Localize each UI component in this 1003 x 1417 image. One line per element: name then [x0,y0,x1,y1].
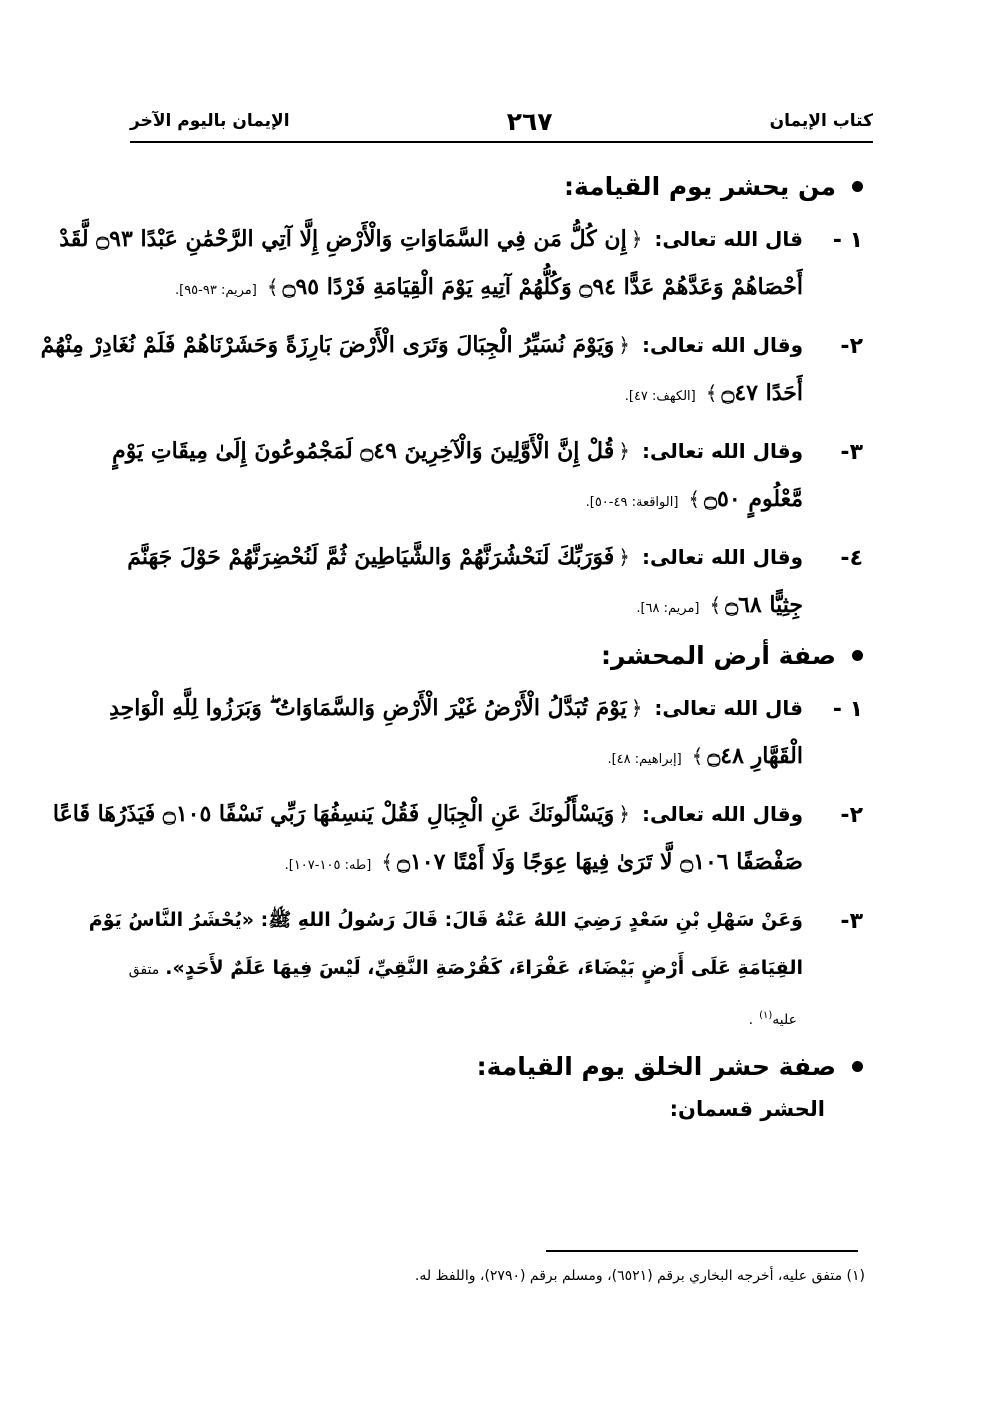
quran-verse: أَحَدًا ۝٤٧ [721,380,803,406]
verse-reference: [الكهف: ٤٧]. [624,389,696,404]
item-body [53,790,803,886]
quran-open-bracket-icon: ﴿ [618,439,630,463]
quran-verse: وَيَوْمَ نُسَيِّرُ الْجِبَالَ وَتَرَى الْأَرْضَ بَارِزَةً وَحَشَرْنَاهُمْ فَلَمْ نُغَادِرْ مِنْهُمْ [40,332,615,358]
section-heading-text: صفة حشر الخلق يوم القيامة: [476,1052,836,1081]
quran-verse: صَفْصَفًا ۝١٠٦ لَّا تَرَىٰ فِيهَا عِوَجًا وَلَا أَمْتًا ۝١٠٧ [397,849,803,875]
item-number: ٣- [840,440,863,465]
chapter-title: الإيمان باليوم الآخر [130,111,290,131]
item-number: ١ - [832,697,863,722]
section-heading [130,172,863,201]
quran-open-bracket-icon: ﴿ [630,696,643,720]
item-body [127,533,803,629]
numbered-item [40,321,863,417]
verse-reference: [الواقعة: ٤٩-٥٠]. [585,495,679,510]
quran-verse: جِثِيًّا ۝٦٨ [725,592,803,618]
bullet-icon [852,181,863,192]
page-number: ٢٦٧ [506,106,553,136]
bullet-icon [852,650,863,661]
numbered-item [88,896,863,1040]
item-body [41,321,803,417]
quran-verse: الْقَهَّارِ ۝٤٨ [707,743,803,769]
text-line [112,475,803,523]
header-rule [130,141,873,143]
running-header [130,104,873,138]
section-heading [130,1052,863,1081]
numbered-item [127,533,863,629]
item-intro: وقال الله تعالى: [641,333,803,357]
quran-close-bracket-icon: ﴾ [691,744,704,768]
numbered-item [112,427,863,523]
hadith-text: القِيَامَةِ عَلَى أَرْضٍ بَيْضَاءَ، عَفْرَاءَ، كَقُرْصَةِ النَّقِيِّ، لَيْسَ فِيهَا عَلَمٌ لأَحَدٍ». [165,957,803,979]
quran-verse: قُلْ إِنَّ الْأَوَّلِينَ وَالْآخِرِينَ ۝٤٩ لَمَجْمُوعُونَ إِلَىٰ مِيقَاتِ يَوْمٍ [112,438,615,464]
footnote-rule [546,1250,858,1252]
numbered-item [59,215,863,311]
item-intro: وقال الله تعالى: [641,545,803,569]
footnote: (١) متفق عليه، أخرجه البخاري برقم (٦٥٢١)، ومسلم برقم (٢٧٩٠)، واللفظ له. [414,1268,865,1284]
text-line [53,790,803,838]
item-body [89,896,803,1040]
text-line [89,992,803,1040]
quran-open-bracket-icon: ﴿ [618,802,630,826]
item-number: ٢- [840,803,863,828]
text-line [127,533,803,581]
item-number: ٤- [840,546,863,571]
quran-open-bracket-icon: ﴿ [630,227,643,251]
subheading: الحشر قسمان: [669,1097,825,1121]
quran-verse: إِن كُلُّ مَن فِي السَّمَاوَاتِ وَالْأَرْضِ إِلَّا آتِي الرَّحْمَٰنِ عَبْدًا ۝٩٣ لَّقَدْ [59,226,627,252]
item-intro: وقال الله تعالى: [641,439,803,463]
text-line [127,581,803,629]
item-body [109,684,803,780]
quran-close-bracket-icon: ﴾ [381,850,394,874]
section-heading-text: صفة أرض المحشر: [600,641,836,670]
bullet-icon [852,1061,863,1072]
text-line [41,369,803,417]
item-body [59,215,803,311]
numbered-item [52,790,863,886]
text-line [89,944,803,992]
footnote-marker: (١) [759,1010,773,1021]
text-line [41,321,803,369]
quran-verse: مَّعْلُومٍ ۝٥٠ [704,486,803,512]
verse-reference: [طه: ١٠٥-١٠٧]. [284,858,372,873]
book-title: كتاب الإيمان [769,111,873,131]
quran-close-bracket-icon: ﴾ [705,381,718,405]
section-heading-text: من يحشر يوم القيامة: [563,172,836,201]
hadith-source: عليه [772,1012,797,1029]
item-intro: قال الله تعالى: [654,227,803,251]
quran-close-bracket-icon: ﴾ [709,593,722,617]
numbered-item [109,684,863,780]
quran-close-bracket-icon: ﴾ [266,275,279,299]
item-number: ١ - [832,228,863,253]
text-line [59,215,803,263]
item-intro: وقال الله تعالى: [641,802,803,826]
item-number: ٢- [840,334,863,359]
verse-reference: [إبراهيم: ٤٨]. [607,752,682,767]
text-line [109,732,803,780]
item-number: ٣- [840,909,863,934]
quran-close-bracket-icon: ﴾ [688,487,701,511]
text-line [89,896,803,944]
quran-verse: فَوَرَبِّكَ لَنَحْشُرَنَّهُمْ وَالشَّيَاطِينَ ثُمَّ لَنُحْضِرَنَّهُمْ حَوْلَ جَهَنَّمَ [127,544,615,570]
text-line [109,684,803,732]
verse-reference: [مريم: ٩٣-٩٥]. [174,283,257,298]
quran-open-bracket-icon: ﴿ [618,545,630,569]
quran-verse: يَوْمَ تُبَدَّلُ الْأَرْضُ غَيْرَ الْأَرْضِ وَالسَّمَاوَاتُ ۖ وَبَرَزُوا لِلَّهِ الْوَاحِدِ [109,695,627,721]
text-line [53,838,803,886]
section-heading [130,641,863,670]
hadith-source: متفق [128,962,160,978]
item-intro: قال الله تعالى: [654,696,803,720]
page-content [40,160,863,1121]
hadith-text: وَعَنْ سَهْلِ بْنِ سَعْدٍ رَضِيَ اللهُ عَنْهُ قَالَ: قَالَ رَسُولُ اللهِ ﷺ: «يُحْشَرُ النَّاسُ يَوْمَ [88,909,803,931]
quran-verse: وَيَسْأَلُونَكَ عَنِ الْجِبَالِ فَقُلْ يَنسِفُهَا رَبِّي نَسْفًا ۝١٠٥ فَيَذَرُهَا قَاعًا [52,801,615,827]
item-body [112,427,803,523]
line-end: . [748,1012,754,1029]
verse-reference: [مريم: ٦٨]. [636,601,700,616]
text-line [59,263,803,311]
text-line [112,427,803,475]
quran-open-bracket-icon: ﴿ [618,333,630,357]
quran-verse: أَحْصَاهُمْ وَعَدَّهُمْ عَدًّا ۝٩٤ وَكُلُّهُمْ آتِيهِ يَوْمَ الْقِيَامَةِ فَرْدًا ۝٩٥ [282,274,803,300]
